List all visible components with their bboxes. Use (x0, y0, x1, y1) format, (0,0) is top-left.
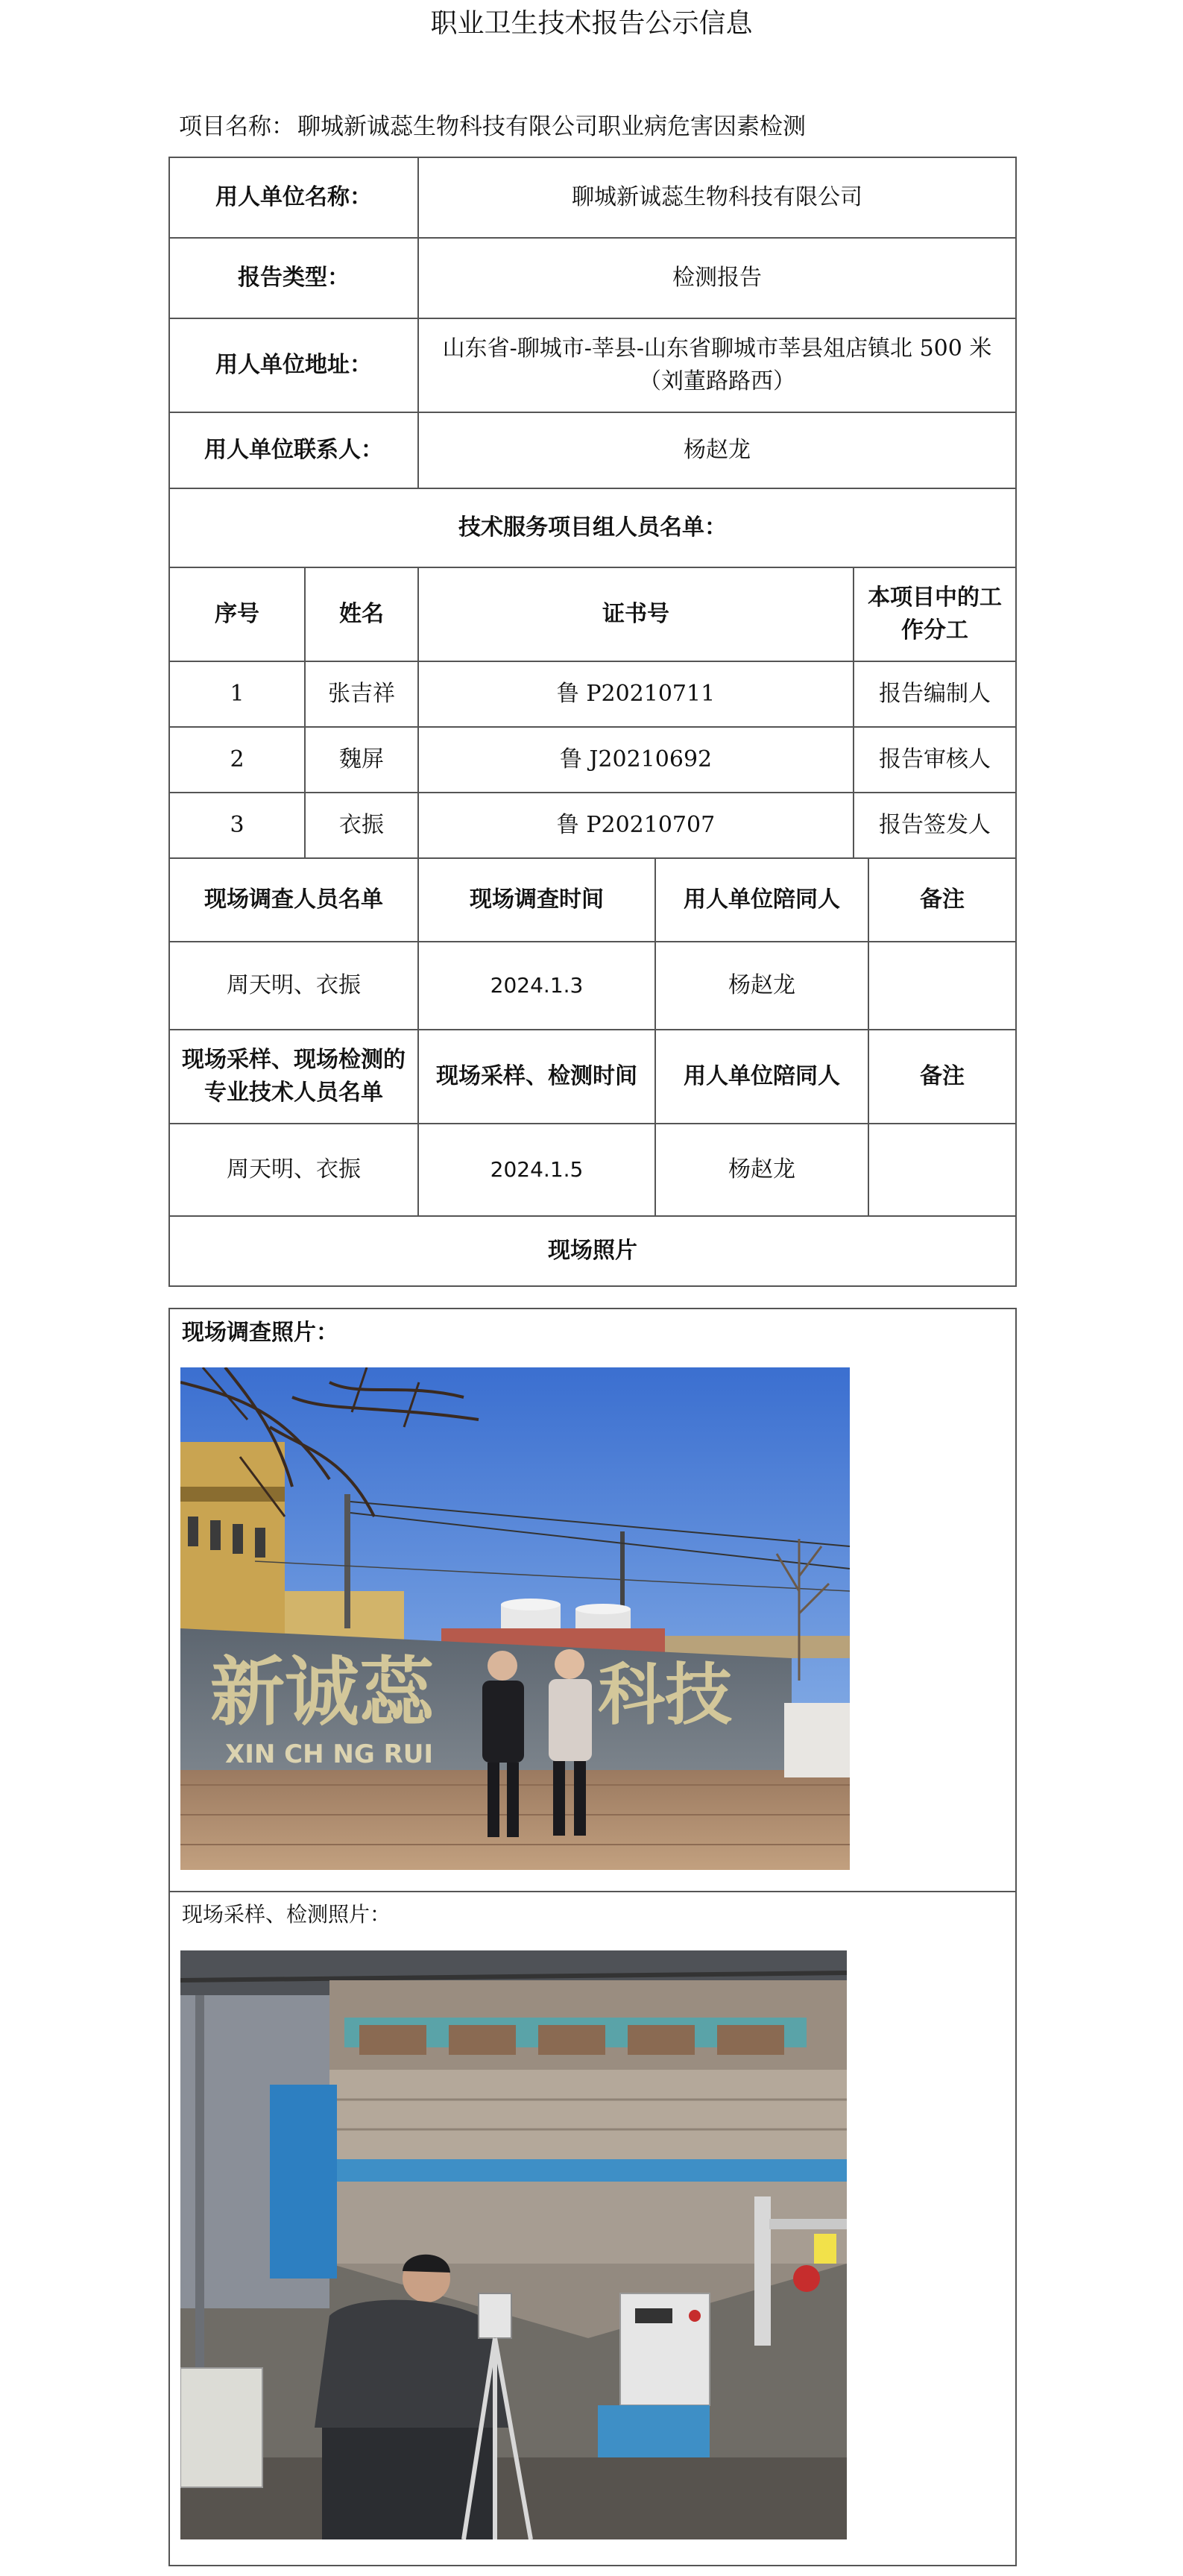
team-header-no: 序号 (169, 567, 305, 661)
photos-heading: 现场照片 (169, 1216, 1016, 1286)
sampling-date: 2024.1.5 (418, 1124, 655, 1216)
sampling-escort: 杨赵龙 (655, 1124, 868, 1216)
survey-header-note: 备注 (868, 858, 1016, 942)
team-row (169, 793, 1016, 858)
info-row-report-type (169, 238, 1016, 318)
page-title: 职业卫生技术报告公示信息 (430, 8, 753, 39)
team-name: 魏屏 (305, 727, 418, 793)
sign-pinyin: XIN CH NG RUI (225, 1739, 434, 1769)
sampling-people: 周天明、衣振 (169, 1124, 418, 1216)
info-value: 杨赵龙 (418, 412, 1016, 488)
sign-text: 新诚蕊 (210, 1648, 434, 1736)
team-role: 报告编制人 (854, 661, 1016, 727)
info-label: 用人单位名称： (169, 157, 418, 238)
survey-photo-label: 现场调查照片： (182, 1320, 338, 1346)
info-row-unit-name (169, 157, 1016, 238)
sampling-header-note: 备注 (868, 1030, 1016, 1124)
sampling-header-row (169, 1030, 1016, 1124)
survey-date: 2024.1.3 (418, 942, 655, 1030)
sign-text-right: 科技 (598, 1655, 732, 1734)
team-role: 报告签发人 (854, 793, 1016, 858)
survey-header-escort: 用人单位陪同人 (655, 858, 868, 942)
team-name: 张吉祥 (305, 661, 418, 727)
team-header-row (169, 567, 1016, 661)
survey-note (868, 942, 1016, 1030)
project-name-line (179, 112, 806, 142)
sampling-photo-label: 现场采样、检测照片： (182, 1902, 391, 1927)
info-value: 山东省-聊城市-莘县-山东省聊城市莘县俎店镇北 500 米（刘董路路西） (418, 318, 1016, 412)
team-header-role: 本项目中的工作分工 (854, 567, 1016, 661)
sampling-header-escort: 用人单位陪同人 (655, 1030, 868, 1124)
team-no: 3 (169, 793, 305, 858)
survey-row (169, 942, 1016, 1030)
project-name-value: 聊城新诚蕊生物科技有限公司职业病危害因素检测 (297, 113, 806, 140)
team-role: 报告审核人 (854, 727, 1016, 793)
team-row (169, 661, 1016, 727)
team-cert: 鲁 P20210711 (418, 661, 854, 727)
info-value: 检测报告 (418, 238, 1016, 318)
team-cert: 鲁 J20210692 (418, 727, 854, 793)
info-table (168, 157, 1017, 1287)
info-label: 用人单位地址： (169, 318, 418, 412)
info-label: 报告类型： (169, 238, 418, 318)
team-header-cert: 证书号 (418, 567, 854, 661)
team-name: 衣振 (305, 793, 418, 858)
sampling-header-people: 现场采样、现场检测的专业技术人员名单 (169, 1030, 418, 1124)
project-name-label: 项目名称： (179, 113, 294, 140)
info-label: 用人单位联系人： (169, 412, 418, 488)
sampling-header-date: 现场采样、检测时间 (418, 1030, 655, 1124)
survey-escort: 杨赵龙 (655, 942, 868, 1030)
team-heading-row (169, 488, 1016, 567)
info-value: 聊城新诚蕊生物科技有限公司 (418, 157, 1016, 238)
team-no: 2 (169, 727, 305, 793)
sampling-note (868, 1124, 1016, 1216)
team-no: 1 (169, 661, 305, 727)
survey-photo (180, 1367, 850, 1870)
info-row-contact (169, 412, 1016, 488)
photo-divider (170, 1891, 1015, 1892)
team-header-name: 姓名 (305, 567, 418, 661)
survey-people: 周天明、衣振 (169, 942, 418, 1030)
info-row-address (169, 318, 1016, 412)
survey-header-row (169, 858, 1016, 942)
sampling-photo (180, 1950, 847, 2539)
team-heading: 技术服务项目组人员名单： (169, 488, 1016, 567)
photos-heading-row (169, 1216, 1016, 1286)
photo-section (168, 1308, 1017, 2566)
team-cert: 鲁 P20210707 (418, 793, 854, 858)
sampling-row (169, 1124, 1016, 1216)
survey-header-date: 现场调查时间 (418, 858, 655, 942)
survey-header-people: 现场调查人员名单 (169, 858, 418, 942)
team-row (169, 727, 1016, 793)
